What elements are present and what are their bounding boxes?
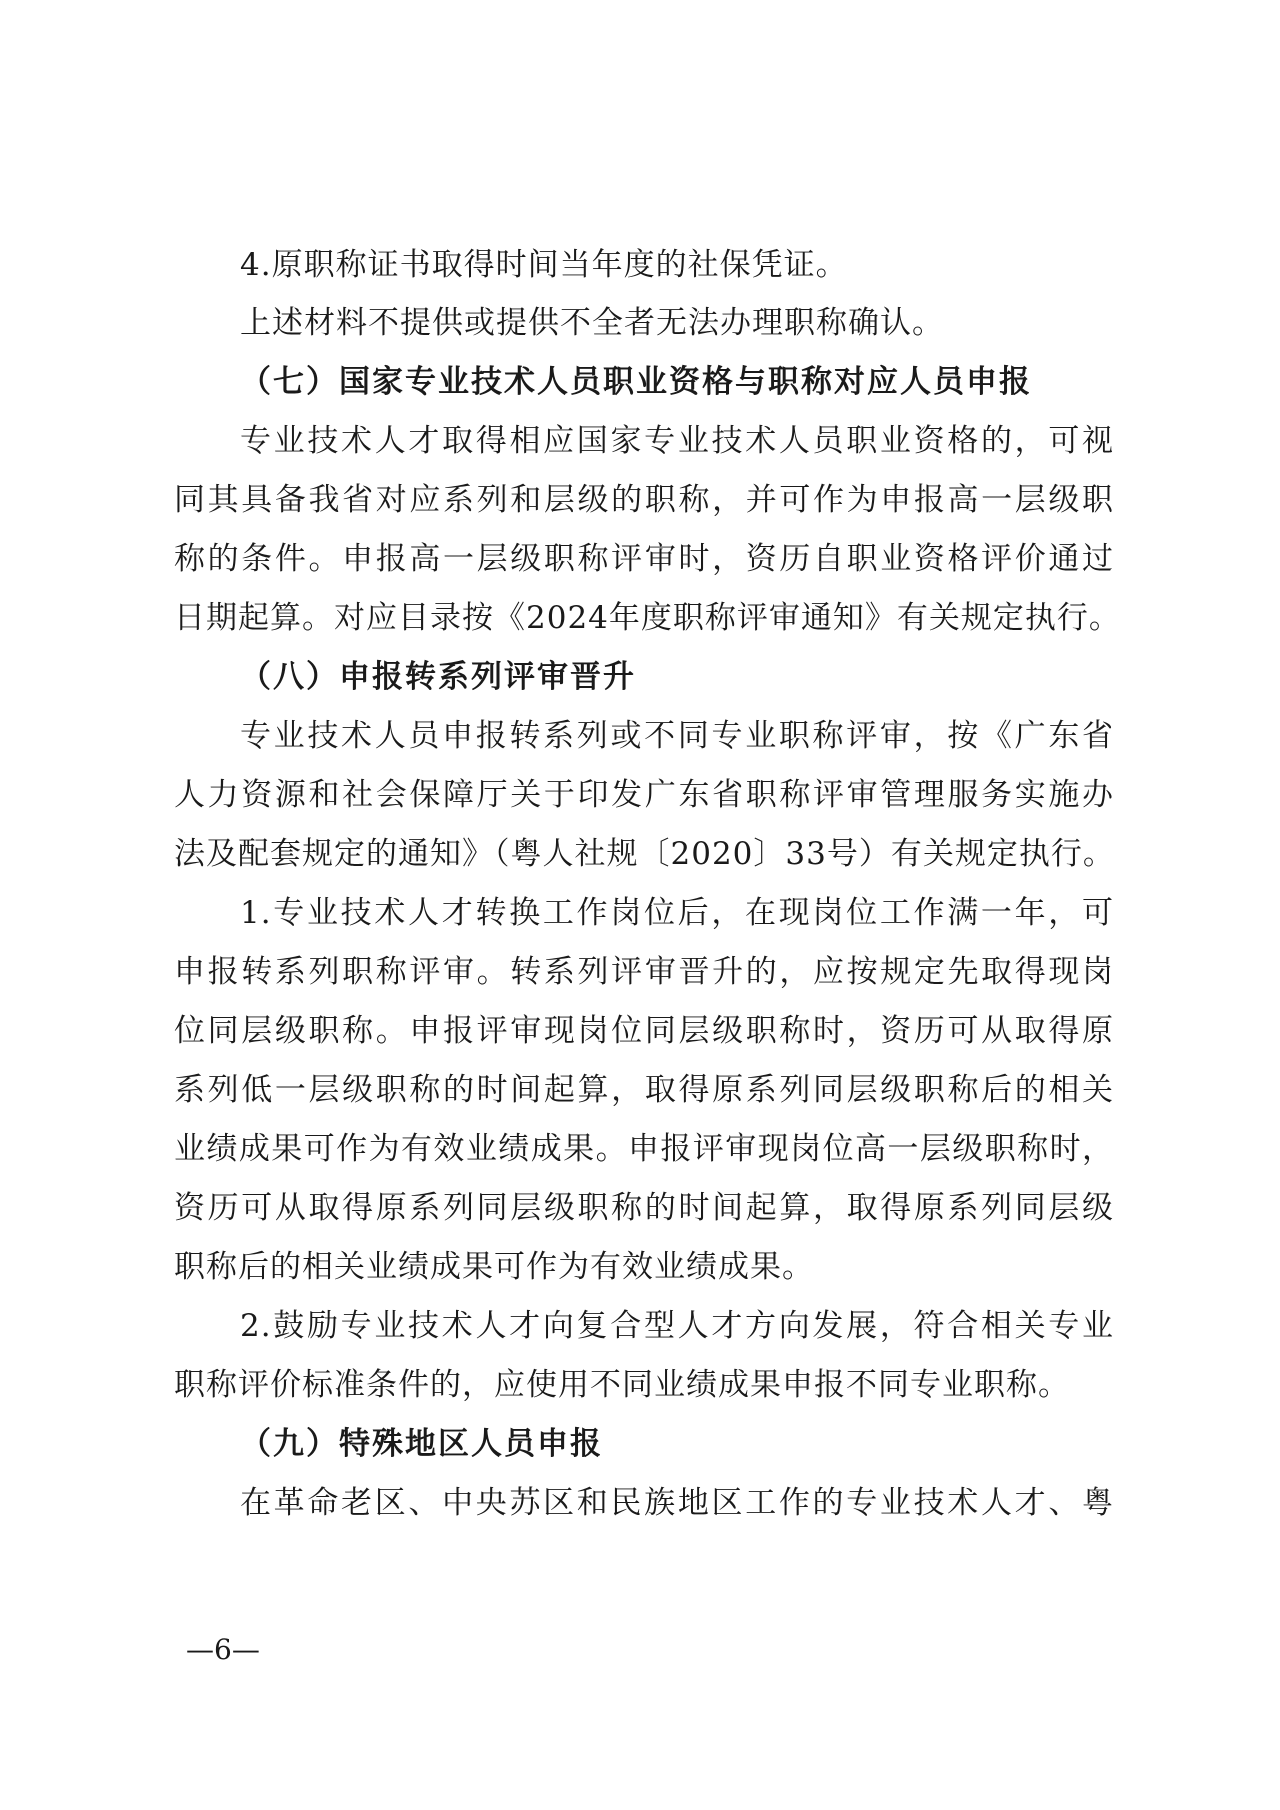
section-heading-9: （九）特殊地区人员申报	[240, 1426, 603, 1462]
paragraph-line: 专业技术人员申报转系列或不同专业职称评审，按《广东省	[240, 718, 1114, 754]
paragraph-line: 资历可从取得原系列同层级职称的时间起算，取得原系列同层级	[174, 1190, 1114, 1226]
paragraph-line: 法及配套规定的通知》（粤人社规〔2020〕33号）有关规定执行。	[174, 836, 1115, 872]
list-item-4: 4.原职称证书取得时间当年度的社保凭证。	[240, 247, 848, 283]
section-heading-8: （八）申报转系列评审晋升	[240, 659, 636, 695]
paragraph-line: 日期起算。对应目录按《2024年度职称评审通知》有关规定执行。	[174, 600, 1121, 636]
paragraph-line: 职称评价标准条件的，应使用不同业绩成果申报不同专业职称。	[174, 1367, 1070, 1403]
paragraph-line: 称的条件。申报高一层级职称评审时，资历自职业资格评价通过	[174, 541, 1114, 577]
paragraph-line: 职称后的相关业绩成果可作为有效业绩成果。	[174, 1249, 814, 1285]
paragraph-line: 人力资源和社会保障厅关于印发广东省职称评审管理服务实施办	[174, 777, 1114, 813]
paragraph-line: 位同层级职称。申报评审现岗位同层级职称时，资历可从取得原	[174, 1013, 1114, 1049]
paragraph-line: 1.专业技术人才转换工作岗位后，在现岗位工作满一年，可	[240, 895, 1114, 931]
paragraph-line: 同其具备我省对应系列和层级的职称，并可作为申报高一层级职	[174, 482, 1114, 518]
paragraph-line: 在革命老区、中央苏区和民族地区工作的专业技术人才、粤	[240, 1485, 1114, 1521]
section-heading-7: （七）国家专业技术人员职业资格与职称对应人员申报	[240, 364, 1032, 400]
paragraph-line: 系列低一层级职称的时间起算，取得原系列同层级职称后的相关	[174, 1072, 1114, 1108]
paragraph-note: 上述材料不提供或提供不全者无法办理职称确认。	[240, 305, 944, 341]
page-number: —6—	[186, 1633, 260, 1666]
paragraph-line: 专业技术人才取得相应国家专业技术人员职业资格的，可视	[240, 423, 1114, 459]
paragraph-line: 2.鼓励专业技术人才向复合型人才方向发展，符合相关专业	[240, 1308, 1114, 1344]
paragraph-line: 业绩成果可作为有效业绩成果。申报评审现岗位高一层级职称时，	[174, 1131, 1114, 1167]
paragraph-line: 申报转系列职称评审。转系列评审晋升的，应按规定先取得现岗	[174, 954, 1114, 990]
